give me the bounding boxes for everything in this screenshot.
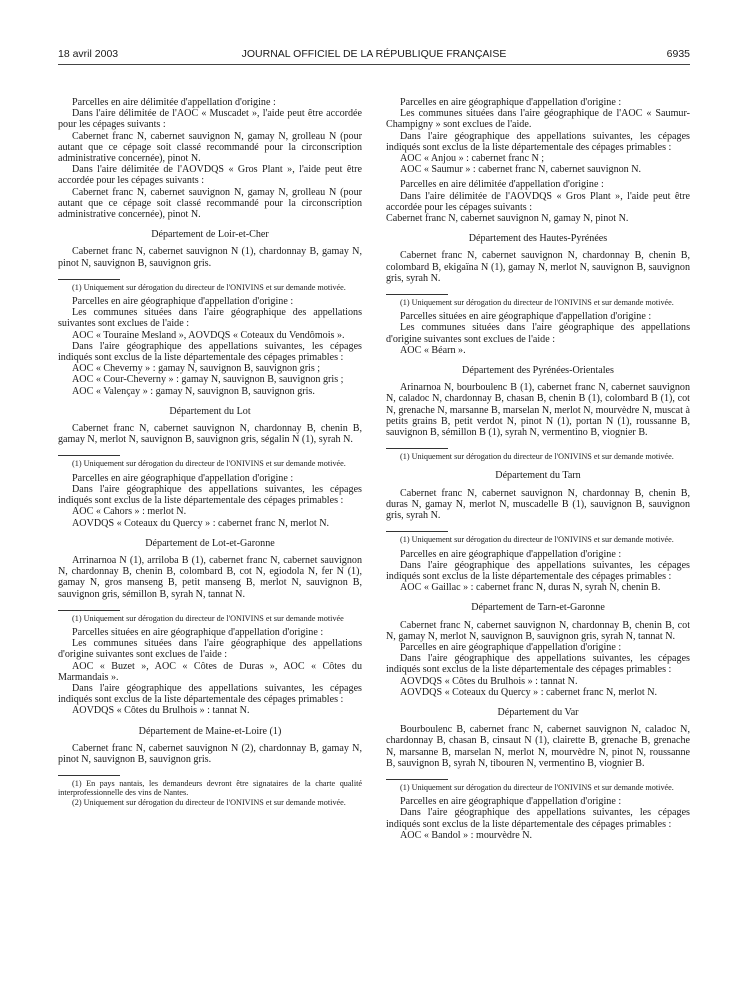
para: Dans l'aire délimitée de l'AOVDQS « Gros Plant », l'aide peut être accordée pour les cépages suivants : — [58, 164, 362, 187]
para: AOC « Bandol » : mourvèdre N. — [400, 829, 533, 841]
para: AOC « Gaillac » : cabernet franc N, duras N, syrah N, chenin B. — [400, 582, 661, 594]
footnote: (1) Uniquement sur dérogation du directeur de l'ONIVINS et sur demande motivée. — [400, 782, 674, 792]
para: Dans l'aire géographique des appellations suivantes, les cépages indiqués sont exclus de la liste départementale des cépages primables : — [386, 807, 690, 830]
para: Les communes situées dans l'aire géographique des appellations d'origine suivantes sont exclues de l'aide : — [58, 638, 362, 661]
para: AOC « Cahors » : merlot N. — [72, 506, 187, 518]
para: AOC « Buzet », AOC « Côtes de Duras », AOC « Côtes du Marmandais ». — [58, 660, 362, 683]
para: AOC « Saumur » : cabernet franc N, cabernet sauvignon N. — [400, 164, 642, 176]
footnote: (1) Uniquement sur dérogation du directeur de l'ONIVINS et sur demande motivée. — [400, 298, 674, 308]
footnote-rule — [386, 448, 448, 449]
para: Parcelles en aire géographique d'appellation d'origine : — [400, 641, 622, 653]
footnote-rule — [58, 279, 120, 280]
para: AOC « Anjou » : cabernet franc N ; — [400, 153, 545, 165]
para: Bourboulenc B, cabernet franc N, cabernet sauvignon N, caladoc N, chardonnay B, chasan B, cinsaut N (1), clairette B, grenache B, grenache N, marsanne B, marselan N, merlot N, mourvèdre N, pinot N, roussanne B, sauvignon B, syrah N, tibouren N, vermentino B, viognier B. — [386, 724, 690, 769]
footnote-rule — [58, 610, 120, 611]
page-number: 6935 — [666, 48, 690, 60]
para: AOVDQS « Côtes du Brulhois » : tannat N. — [72, 705, 250, 717]
para: Arinarnoa N, bourboulenc B (1), cabernet franc N, cabernet sauvignon N, caladoc N, chardonnay B, chasan B, chenin B (1), colombard B (1), cot N, grenache N, marsanne B, marselan N, merlot N, mourvèdre N, muscat à petits grains B, petit verdot N, pinot N (1), portan N (1), roussanne B, sauvignon B, sémillon B (1), syrah N, vermentino B, viognier B. — [386, 382, 690, 439]
footnote-rule — [386, 779, 448, 780]
para: Cabernet franc N, cabernet sauvignon N (2), chardonnay B, gamay N, pinot N, sauvignon B, sauvignon gris. — [58, 742, 362, 765]
footnote: (1) Uniquement sur dérogation du directeur de l'ONIVINS et sur demande motivée. — [72, 459, 346, 469]
para: Parcelles en aire géographique d'appellation d'origine : — [72, 296, 294, 308]
para: Parcelles situées en aire géographique d'appellation d'origine : — [400, 311, 652, 323]
para: Parcelles en aire géographique d'appellation d'origine : — [400, 97, 622, 108]
footnote: (1) Uniquement sur dérogation du directeur de l'ONIVINS et sur demande motivée. — [400, 452, 674, 462]
section-heading: Département des Hautes-Pyrénées — [468, 233, 608, 245]
para: Arrinarnoa N (1), arriloba B (1), cabernet franc N, cabernet sauvignon N, chardonnay B, chenin B, colombard B, cot N, egiodola N, fer N (1), gamay N, gros manseng B, petit manseng B, merlot N, sauvignon B, sauvignon gris, sémillon B, syrah N, tannat N. — [58, 554, 362, 600]
footnote-rule — [58, 775, 120, 776]
para: Cabernet franc N, cabernet sauvignon N, gamay N, grolleau N (pour autant que ce cépage soit classé recommandé pour la circonscription administrative concernée), pinot N. — [58, 130, 362, 165]
section-heading: Département de Loir-et-Cher — [151, 229, 269, 241]
para: Cabernet franc N, cabernet sauvignon N, chardonnay B, chenin B, duras N, gamay N, merlot N, muscadelle B (1), sauvignon B, sauvignon gris, syrah N. — [386, 487, 690, 522]
para: Parcelles en aire délimitée d'appellation d'origine : — [400, 179, 604, 191]
section-heading: Département du Tarn — [495, 470, 581, 482]
footnote: (1) Uniquement sur dérogation du directeur de l'ONIVINS et sur demande motivée. — [400, 535, 674, 545]
section-heading: Département du Lot — [169, 405, 251, 417]
para: Cabernet franc N, cabernet sauvignon N (1), chardonnay B, gamay N, pinot N, sauvignon B, sauvignon gris. — [58, 246, 362, 269]
para: Cabernet franc N, cabernet sauvignon N, chardonnay B, chenin B, gamay N, merlot N, sauvignon B, sauvignon gris, ségalin N (1), syrah N. — [58, 423, 362, 446]
footnote: (1) Uniquement sur dérogation du directeur de l'ONIVINS et sur demande motivée — [72, 613, 344, 623]
para: Cabernet franc N, cabernet sauvignon N, gamay N, pinot N. — [386, 213, 629, 225]
footnote-rule — [386, 294, 448, 295]
header-date: 18 avril 2003 — [58, 48, 119, 60]
left-column — [58, 97, 362, 807]
footnote: (1) En pays nantais, les demandeurs devront être signataires de la charte qualité interprofessionnelle des vins de Nantes. — [58, 779, 362, 798]
para: Dans l'aire géographique des appellations suivantes, les cépages indiqués sont exclus de la liste départementale des cépages primables : — [386, 130, 690, 153]
journal-title: JOURNAL OFFICIEL DE LA RÉPUBLIQUE FRANÇAISE — [241, 48, 507, 60]
para: Parcelles en aire géographique d'appellation d'origine : — [400, 548, 622, 560]
para: AOC « Valençay » : gamay N, sauvignon B, sauvignon gris. — [72, 385, 315, 397]
section-heading: Département de Lot-et-Garonne — [145, 537, 275, 549]
para: Dans l'aire géographique des appellations suivantes, les cépages indiqués sont exclus de la liste départementale des cépages primables : — [386, 559, 690, 582]
footnote: (2) Uniquement sur dérogation du directeur de l'ONIVINS et sur demande motivée. — [72, 797, 346, 807]
para: Dans l'aire géographique des appellations suivantes, les cépages indiqués sont exclus de la liste départementale des cépages primables : — [386, 653, 690, 676]
section-heading: Département de Tarn-et-Garonne — [471, 602, 605, 614]
para: Dans l'aire géographique des appellations suivantes, les cépages indiqués sont exclus de la liste départementale des cépages primables : — [58, 682, 362, 706]
header-rule — [58, 64, 690, 65]
para: Parcelles en aire géographique d'appellation d'origine : — [400, 796, 622, 808]
para: AOVDQS « Coteaux du Quercy » : cabernet franc N, merlot N. — [72, 517, 330, 529]
right-column — [386, 97, 690, 841]
para: AOC « Béarn ». — [400, 344, 466, 356]
para: Les communes situées dans l'aire géographique des appellations d'origine suivantes sont exclues de l'aide : — [386, 322, 690, 345]
section-heading: Département des Pyrénées-Orientales — [462, 365, 614, 377]
para: AOVDQS « Côtes du Brulhois » : tannat N. — [400, 675, 578, 687]
para: Cabernet franc N, cabernet sauvignon N, chardonnay B, chenin B, cot N, gamay N, merlot N, sauvignon B, sauvignon gris, syrah N, tannat N. — [386, 619, 690, 642]
footnote-rule — [58, 455, 120, 456]
para: Dans l'aire géographique des appellations suivantes, les cépages indiqués sont exclus de la liste départementale des cépages primables : — [58, 483, 362, 507]
para: Dans l'aire délimitée de l'AOC « Muscadet », l'aide peut être accordée pour les cépages suivants : — [58, 108, 362, 131]
para: Les communes situées dans l'aire géographique des appellations suivantes sont exclues de l'aide : — [58, 307, 362, 330]
para: AOC « Touraine Mesland », AOVDQS « Coteaux du Vendômois ». — [72, 329, 345, 341]
para: AOC « Cour-Cheverny » : gamay N, sauvignon B, sauvignon gris ; — [72, 374, 344, 386]
footnote-rule — [386, 531, 448, 532]
para: AOVDQS « Coteaux du Quercy » : cabernet franc N, merlot N. — [400, 686, 658, 698]
para: Cabernet franc N, cabernet sauvignon N, gamay N, grolleau N (pour autant que ce cépage soit classé recommandé pour la circonscription administrative concernée), pinot N. — [58, 186, 362, 221]
para: Cabernet franc N, cabernet sauvignon N, chardonnay B, chenin B, colombard B, ekigaïna N (1), gamay N, merlot N, sauvignon B, sauvignon gris, syrah N. — [386, 250, 690, 284]
section-heading: Département de Maine-et-Loire (1) — [138, 725, 282, 737]
footnote: (1) Uniquement sur dérogation du directeur de l'ONIVINS et sur demande motivée. — [72, 282, 346, 292]
para: Dans l'aire délimitée de l'AOVDQS « Gros Plant », l'aide peut être accordée pour les cépages suivants : — [386, 190, 690, 213]
para: Parcelles en aire délimitée d'appellation d'origine : — [72, 97, 276, 108]
para: Parcelles situées en aire géographique d'appellation d'origine : — [72, 626, 324, 638]
para: AOC « Cheverny » : gamay N, sauvignon B, sauvignon gris ; — [72, 363, 321, 375]
para: Dans l'aire géographique des appellations suivantes, les cépages indiqués sont exclus de la liste départementale des cépages primables : — [58, 340, 362, 364]
para: Parcelles en aire géographique d'appellation d'origine : — [72, 472, 294, 484]
section-heading: Département du Var — [497, 706, 579, 718]
para: Les communes situées dans l'aire géographique de l'AOC « Saumur-Champigny » sont exclues de l'aide. — [386, 108, 690, 131]
page-header — [58, 48, 690, 62]
